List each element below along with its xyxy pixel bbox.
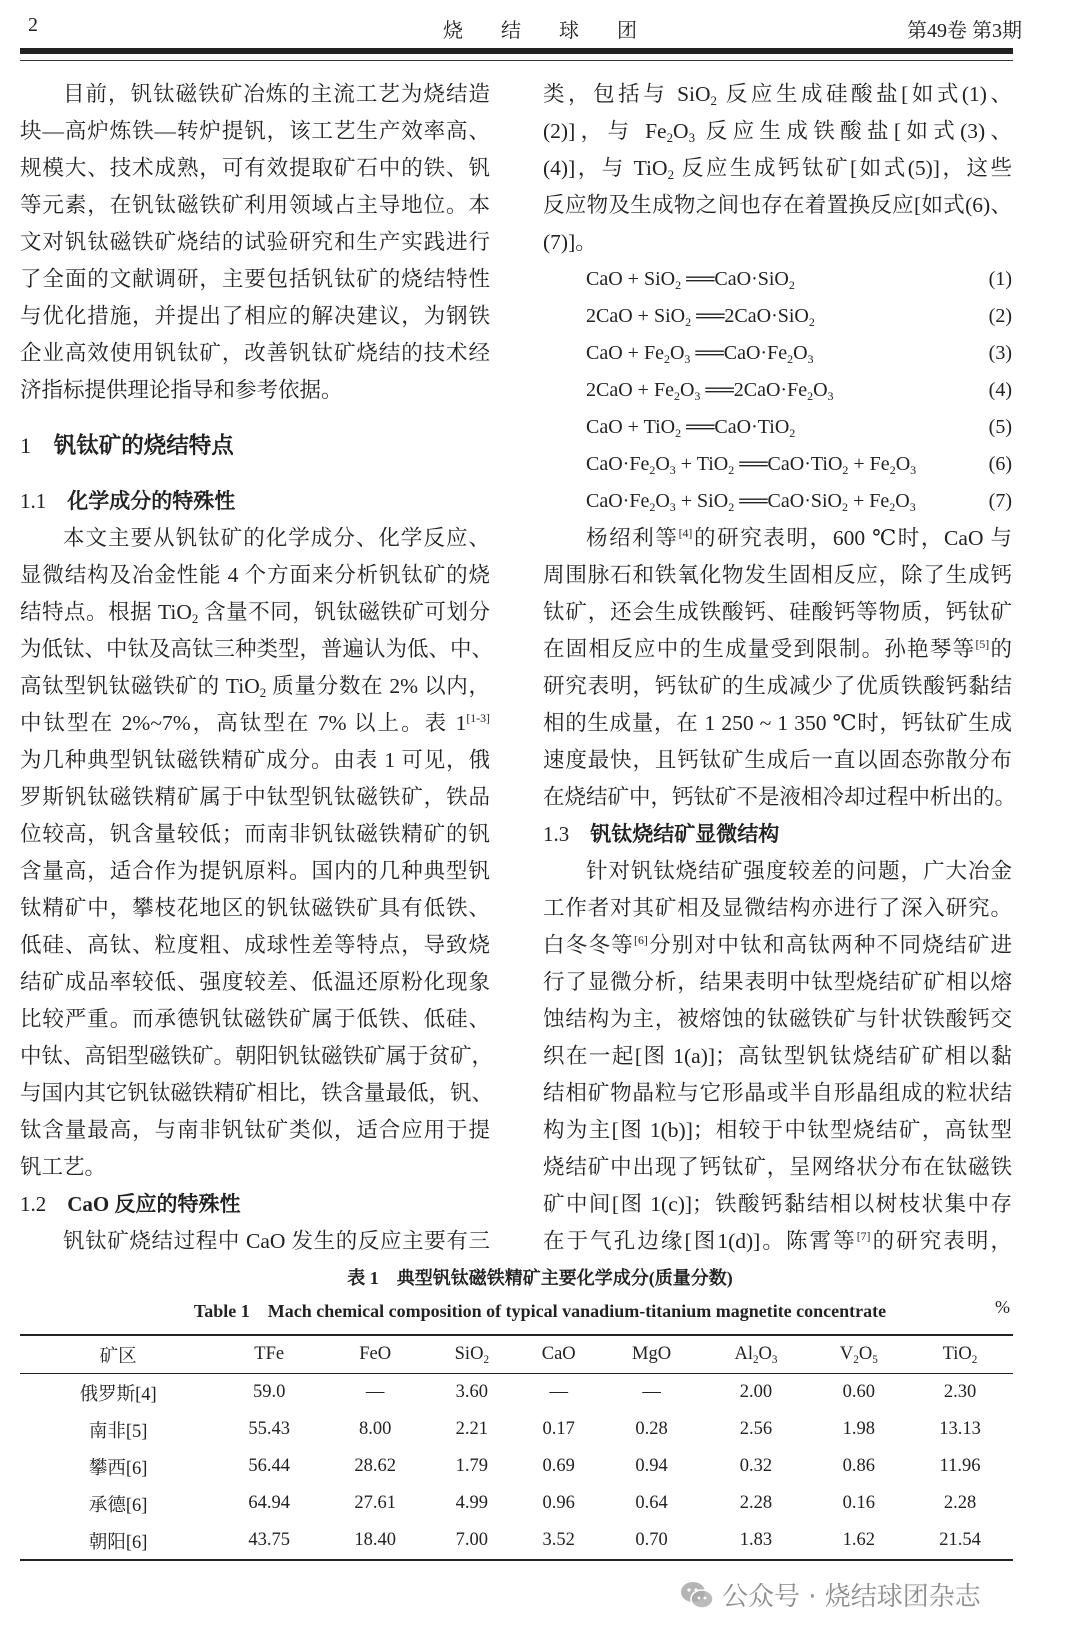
text-line: 钛矿，还会生成铁酸钙、硅酸钙等物质，钙钛矿: [543, 600, 1012, 624]
value-cell: 3.60: [455, 1382, 488, 1402]
text-line: 结矿成品率较低、强度较差、低温还原粉化现象: [20, 970, 490, 994]
text-line: 反应物及生成物之间也存在着置换反应[如式(6)、: [543, 193, 1012, 217]
table-row: [20, 1485, 1013, 1522]
region-cell: 攀西[6]: [88, 1458, 148, 1479]
heading-title: 钒钛矿的烧结特点: [53, 433, 234, 458]
region-cell: 朝阳[6]: [88, 1532, 148, 1553]
value-cell: 0.32: [739, 1456, 773, 1476]
value-cell: 0.28: [635, 1419, 668, 1439]
text-line: 在固相反应中的生成量受到限制。孙艳琴等[5]的: [543, 637, 1012, 661]
column-header: TFe: [254, 1344, 285, 1364]
text-line: 与国内其它钒钛磁铁精矿相比，铁含量最低，钒、: [20, 1081, 494, 1105]
value-cell: 59.0: [252, 1382, 286, 1402]
text-line: 含量高，适合作为提钒原料。国内的几种典型钒: [20, 859, 490, 883]
text-line: 织在一起[图 1(a)]；高钛型钒钛烧结矿矿相以黏: [543, 1044, 1012, 1068]
equation: [543, 483, 1012, 520]
region-cell: 俄罗斯[4]: [79, 1384, 157, 1405]
text-line: 周围脉石和铁氧化物发生固相反应，除了生成钙: [543, 563, 1012, 587]
value-cell: 8.00: [358, 1419, 392, 1439]
heading-title: CaO 反应的特殊性: [67, 1192, 241, 1216]
equation-formula: 2CaO + SiO$_2$ ══2CaO·SiO$_2$: [586, 305, 815, 329]
text-line: 中钛型在 2%~7%，高钛型在 7% 以上。表 1[1-3]: [20, 711, 490, 735]
header-rule-thin: [20, 60, 1013, 61]
heading-number: 1.2: [20, 1192, 47, 1216]
value-cell: 0.16: [842, 1493, 876, 1513]
text-line: 工作者对其矿相及显微结构亦进行了深入研究。: [543, 896, 1012, 920]
text-line: 行了显微分析，结果表明中钛型烧结矿矿相以熔: [543, 970, 1012, 994]
journal-title: 烧结球团: [443, 20, 675, 42]
region-cell: 南非[5]: [88, 1421, 148, 1442]
text-line: 构为主[图 1(b)]；相较于中钛型烧结矿，高钛型: [543, 1118, 1012, 1142]
value-cell: —: [365, 1382, 385, 1402]
text-line: 钛含量最高，与南非钒钛矿类似，适合应用于提: [20, 1118, 490, 1142]
value-cell: 18.40: [354, 1530, 396, 1550]
value-cell: 2.28: [739, 1493, 773, 1513]
equation: [543, 446, 1012, 483]
composition-table: [20, 1334, 1013, 1561]
text-line: 目前，钒钛磁铁矿冶炼的主流工艺为烧结造: [63, 82, 490, 106]
text-line: 蚀结构为主，被熔蚀的钛磁铁矿与针状铁酸钙交: [543, 1007, 1012, 1031]
text-line: 针对钒钛烧结矿强度较差的问题，广大冶金: [586, 859, 1012, 883]
equation-formula: $CaO\cdot Fe_2O_3 + SiO_2$ ══CaO·SiO$_2$ + $Fe_2O_3$: [586, 490, 916, 514]
value-cell: 11.96: [939, 1456, 981, 1476]
text-line: (4)]，与 TiO$_2$ 反应生成钙钛矿[如式(5)]，这些: [543, 156, 1013, 182]
column-header: CaO: [541, 1344, 576, 1364]
equation: [543, 335, 1012, 372]
region-cell: 承德[6]: [88, 1495, 148, 1516]
wechat-icon: [680, 1580, 714, 1610]
value-cell: 64.94: [248, 1493, 290, 1513]
value-cell: 0.64: [635, 1493, 668, 1513]
value-cell: 0.17: [542, 1419, 575, 1439]
equation-number: (2): [988, 305, 1012, 327]
equation-number: (5): [988, 416, 1012, 438]
text-line: (7)]。: [543, 230, 597, 254]
text-line: 低硅、高钛、粒度粗、成球性差等特点，导致烧: [20, 933, 490, 957]
value-cell: 13.13: [939, 1419, 981, 1439]
text-line: 相的生成量，在 1 250 ~ 1 350 ℃时，钙钛矿生成: [543, 711, 1012, 735]
text-line: 规模大、技术成熟，可有效提取矿石中的铁、钒: [20, 156, 490, 180]
equation: [543, 409, 1012, 446]
text-line: 白冬冬等[6]分别对中钛和高钛两种不同烧结矿进: [543, 933, 1012, 957]
equation-number: (4): [988, 379, 1012, 401]
text-line: 与优化措施，并提出了相应的解决建议，为钢铁: [20, 304, 490, 328]
text-line: 比较严重。而承德钒钛磁铁矿属于低铁、低硅、: [20, 1007, 490, 1031]
text-line: 企业高效使用钒钛矿，改善钒钛矿烧结的技术经: [20, 341, 490, 365]
table-row: [20, 1411, 1013, 1448]
value-cell: 2.30: [943, 1382, 977, 1402]
table-row: [20, 1448, 1013, 1485]
column-header: 矿区: [99, 1346, 137, 1367]
equation: [543, 372, 1012, 409]
text-line: 结相矿物晶粒与它形晶或半自形晶组成的粒状结: [543, 1081, 1012, 1105]
value-cell: 56.44: [248, 1456, 290, 1476]
heading-number: 1.3: [543, 822, 570, 846]
table-unit: %: [995, 1297, 1010, 1317]
value-cell: —: [549, 1382, 568, 1402]
text-line: 显微结构及冶金性能 4 个方面来分析钒钛矿的烧: [20, 563, 490, 587]
text-line: 本文主要从钒钛矿的化学成分、化学反应、: [63, 526, 490, 550]
equation-number: (7): [988, 490, 1012, 512]
value-cell: 27.61: [354, 1493, 396, 1513]
value-cell: 0.94: [635, 1456, 668, 1476]
text-line: 钛精矿中，攀枝花地区的钒钛磁铁矿具有低铁、: [20, 896, 490, 920]
text-line: 研究表明，钙钛矿的生成减少了优质铁酸钙黏结: [543, 674, 1012, 698]
text-line: 在烧结矿中，钙钛矿不是液相冷却过程中析出的。: [543, 785, 1017, 809]
text-line: 块—高炉炼铁—转炉提钒，该工艺生产效率高、: [20, 119, 490, 143]
issue-label: 第49卷 第3期: [907, 20, 1022, 42]
heading-title: 钒钛烧结矿显微结构: [590, 822, 780, 846]
table-caption-zh: 表 1 典型钒钛磁铁精矿主要化学成分(质量分数): [347, 1268, 733, 1288]
text-line: 济指标提供理论指导和参考依据。: [20, 378, 343, 402]
equation-number: (6): [988, 453, 1012, 475]
left-column: [20, 76, 494, 1260]
text-line: 矿中间[图 1(c)]；铁酸钙黏结相以树枝状集中存: [543, 1192, 1012, 1216]
value-cell: 1.83: [739, 1530, 773, 1550]
text-line: 位较高，钒含量较低；而南非钒钛磁铁精矿的钒: [20, 822, 490, 846]
column-header: TiO$_2$: [942, 1344, 978, 1366]
text-line: 了全面的文献调研，主要包括钒钛矿的烧结特性: [20, 267, 490, 291]
text-line: 罗斯钒钛磁铁精矿属于中钛型钒钛磁铁矿，铁品: [20, 785, 490, 809]
column-header: MgO: [632, 1344, 672, 1364]
equation-number: (3): [988, 342, 1012, 364]
value-cell: 3.52: [542, 1530, 575, 1550]
equation-formula: $2CaO + Fe_2O_3$ $══2CaO\cdot Fe_2O_3$: [586, 379, 834, 403]
value-cell: 55.43: [248, 1419, 290, 1439]
equation-formula: CaO + SiO$_2$ ══CaO·SiO$_2$: [586, 268, 795, 292]
text-line: 为几种典型钒钛磁铁精矿成分。由表 1 可见，俄: [20, 748, 490, 772]
table-row: [20, 1374, 1013, 1412]
value-cell: 0.86: [842, 1456, 876, 1476]
text-line: 烧结矿中出现了钙钛矿，呈网络状分布在钛磁铁: [543, 1155, 1012, 1179]
header-rule-thick: [20, 48, 1013, 54]
text-line: 类，包括与 SiO$_2$ 反应生成硅酸盐[如式(1)、: [543, 82, 1012, 108]
text-line: 为低钛、中钛及高钛三种类型，普遍认为低、中、: [20, 637, 494, 661]
column-header: FeO: [359, 1344, 392, 1364]
equation: [543, 261, 1012, 298]
value-cell: —: [642, 1382, 661, 1402]
subsection-heading: [20, 483, 490, 520]
watermark-text: 公众号 · 烧结球团杂志: [722, 1582, 981, 1612]
text-line: 杨绍利等[4]的研究表明，600 ℃时，CaO 与: [586, 526, 1012, 550]
value-cell: 1.98: [842, 1419, 876, 1439]
text-line: 文对钒钛磁铁矿烧结的试验研究和生产实践进行: [20, 230, 490, 254]
page-number: 2: [28, 14, 38, 36]
value-cell: 7.00: [455, 1530, 488, 1550]
heading-title: 化学成分的特殊性: [67, 489, 236, 513]
value-cell: 43.75: [248, 1530, 290, 1550]
equation-formula: $CaO\cdot Fe_2O_3 + TiO_2$ ══CaO·TiO$_2$ + $Fe_2O_3$: [586, 453, 917, 477]
column-header: SiO$_2$: [454, 1344, 489, 1366]
watermark: [680, 1576, 981, 1613]
value-cell: 1.79: [455, 1456, 488, 1476]
text-line: 在于气孔边缘[图1(d)]。陈霄等[7]的研究表明，: [543, 1229, 1012, 1253]
text-line: (2)]，与 $Fe_2O_3$ 反应生成铁酸盐[如式(3)、: [543, 119, 1013, 145]
column-header: $V_2O_5$: [839, 1344, 878, 1366]
subsection-heading: [543, 816, 1012, 853]
table-caption-en: Table 1 Mach chemical composition of typical vanadium-titanium magnetite concentrate: [193, 1301, 887, 1321]
equation: [543, 298, 1012, 335]
text-line: 钒钛矿烧结过程中 CaO 发生的反应主要有三: [63, 1229, 490, 1253]
column-header: $Al_2O_3$: [734, 1344, 778, 1366]
heading-number: 1: [20, 433, 32, 458]
right-column: [543, 76, 1017, 1260]
value-cell: 2.21: [455, 1419, 488, 1439]
text-line: 结特点。根据 TiO$_2$ 含量不同，钒钛磁铁矿可划分: [20, 600, 490, 626]
table-row: [20, 1522, 1013, 1560]
value-cell: 1.62: [842, 1530, 876, 1550]
value-cell: 0.70: [635, 1530, 668, 1550]
text-line: 速度最快，且钙钛矿生成后一直以固态弥散分布: [543, 748, 1012, 772]
value-cell: 4.99: [455, 1493, 488, 1513]
value-cell: 2.00: [739, 1382, 773, 1402]
subsection-heading: [20, 1186, 490, 1223]
table-header-row: [20, 1335, 1013, 1374]
value-cell: 0.60: [842, 1382, 876, 1402]
text-line: 钒工艺。: [20, 1155, 107, 1179]
text-line: 等元素，在钒钛磁铁矿利用领域占主导地位。本: [20, 193, 490, 217]
section-heading: [20, 409, 490, 483]
text-line: 高钛型钒钛磁铁矿的 TiO$_2$ 质量分数在 2% 以内，: [20, 674, 490, 700]
value-cell: 2.28: [943, 1493, 977, 1513]
equation-formula: CaO + $Fe_2O_3$ $══CaO\cdot Fe_2O_3$: [586, 342, 814, 366]
text-line: 中钛、高铝型磁铁矿。朝阳钒钛磁铁矿属于贫矿，: [20, 1044, 494, 1068]
equation-number: (1): [988, 268, 1012, 290]
heading-number: 1.1: [20, 489, 47, 513]
value-cell: 2.56: [739, 1419, 773, 1439]
value-cell: 0.96: [542, 1493, 575, 1513]
value-cell: 21.54: [939, 1530, 981, 1550]
value-cell: 0.69: [542, 1456, 575, 1476]
equation-formula: CaO + TiO$_2$ ══CaO·TiO$_2$: [586, 416, 796, 440]
value-cell: 28.62: [354, 1456, 396, 1476]
